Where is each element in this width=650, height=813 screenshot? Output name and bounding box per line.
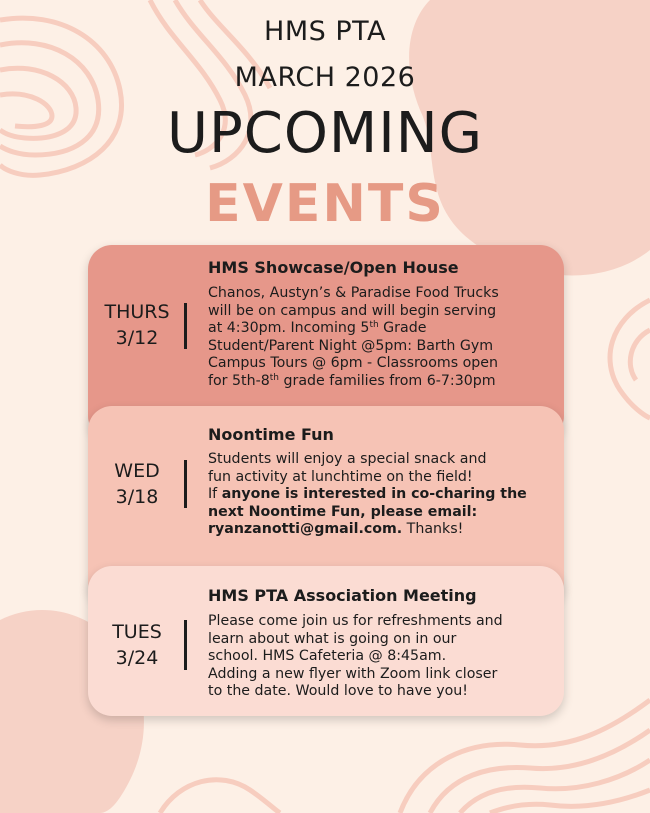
event-day: TUES	[112, 621, 162, 643]
event-day: THURS	[104, 301, 170, 323]
event-title: HMS Showcase/Open House	[208, 258, 459, 277]
event-date	[88, 458, 186, 510]
event-description: Students will enjoy a special snack and fun activity at lunchtime on the field! If anyone is interested in co-charing the next Noontime Fun, please email: ryanzanotti@gmail.com. Thanks!	[208, 451, 527, 538]
event-day-number: 3/12	[115, 327, 159, 349]
wavy-lines-right	[610, 300, 650, 418]
title-upcoming: UPCOMING	[166, 101, 484, 166]
event-date	[88, 619, 186, 671]
event-day: WED	[114, 460, 160, 482]
event-day-number: 3/24	[115, 647, 159, 669]
event-card-association-meeting	[88, 566, 564, 716]
date-divider	[184, 303, 187, 349]
event-description: Please come join us for refreshments and learn about what is going on in our school. HMS Cafeteria @ 8:45am. Adding a new flyer with Zoom link closer to the date. Would love to have you!	[208, 613, 503, 700]
title-events: EVENTS	[205, 174, 445, 234]
event-description: Chanos, Austyn’s & Paradise Food Trucks will be on campus and will begin serving at 4:30pm. Incoming 5th Grade Student/Parent Night @5pm: Barth Gym Campus Tours @ 6pm - Classrooms open for 5th-8th grade families from 6-7:30pm	[208, 285, 499, 389]
date-divider	[184, 460, 187, 508]
organization-name: HMS PTA	[264, 16, 386, 47]
event-title: HMS PTA Association Meeting	[208, 586, 477, 605]
event-day-number: 3/18	[115, 486, 159, 508]
date-divider	[184, 620, 187, 670]
event-title: Noontime Fun	[208, 425, 334, 444]
contact-email: ryanzanotti@gmail.com.	[208, 521, 403, 538]
event-date	[88, 299, 186, 351]
wavy-lines-bottom-right	[160, 700, 650, 813]
month-label: MARCH 2026	[234, 62, 416, 93]
